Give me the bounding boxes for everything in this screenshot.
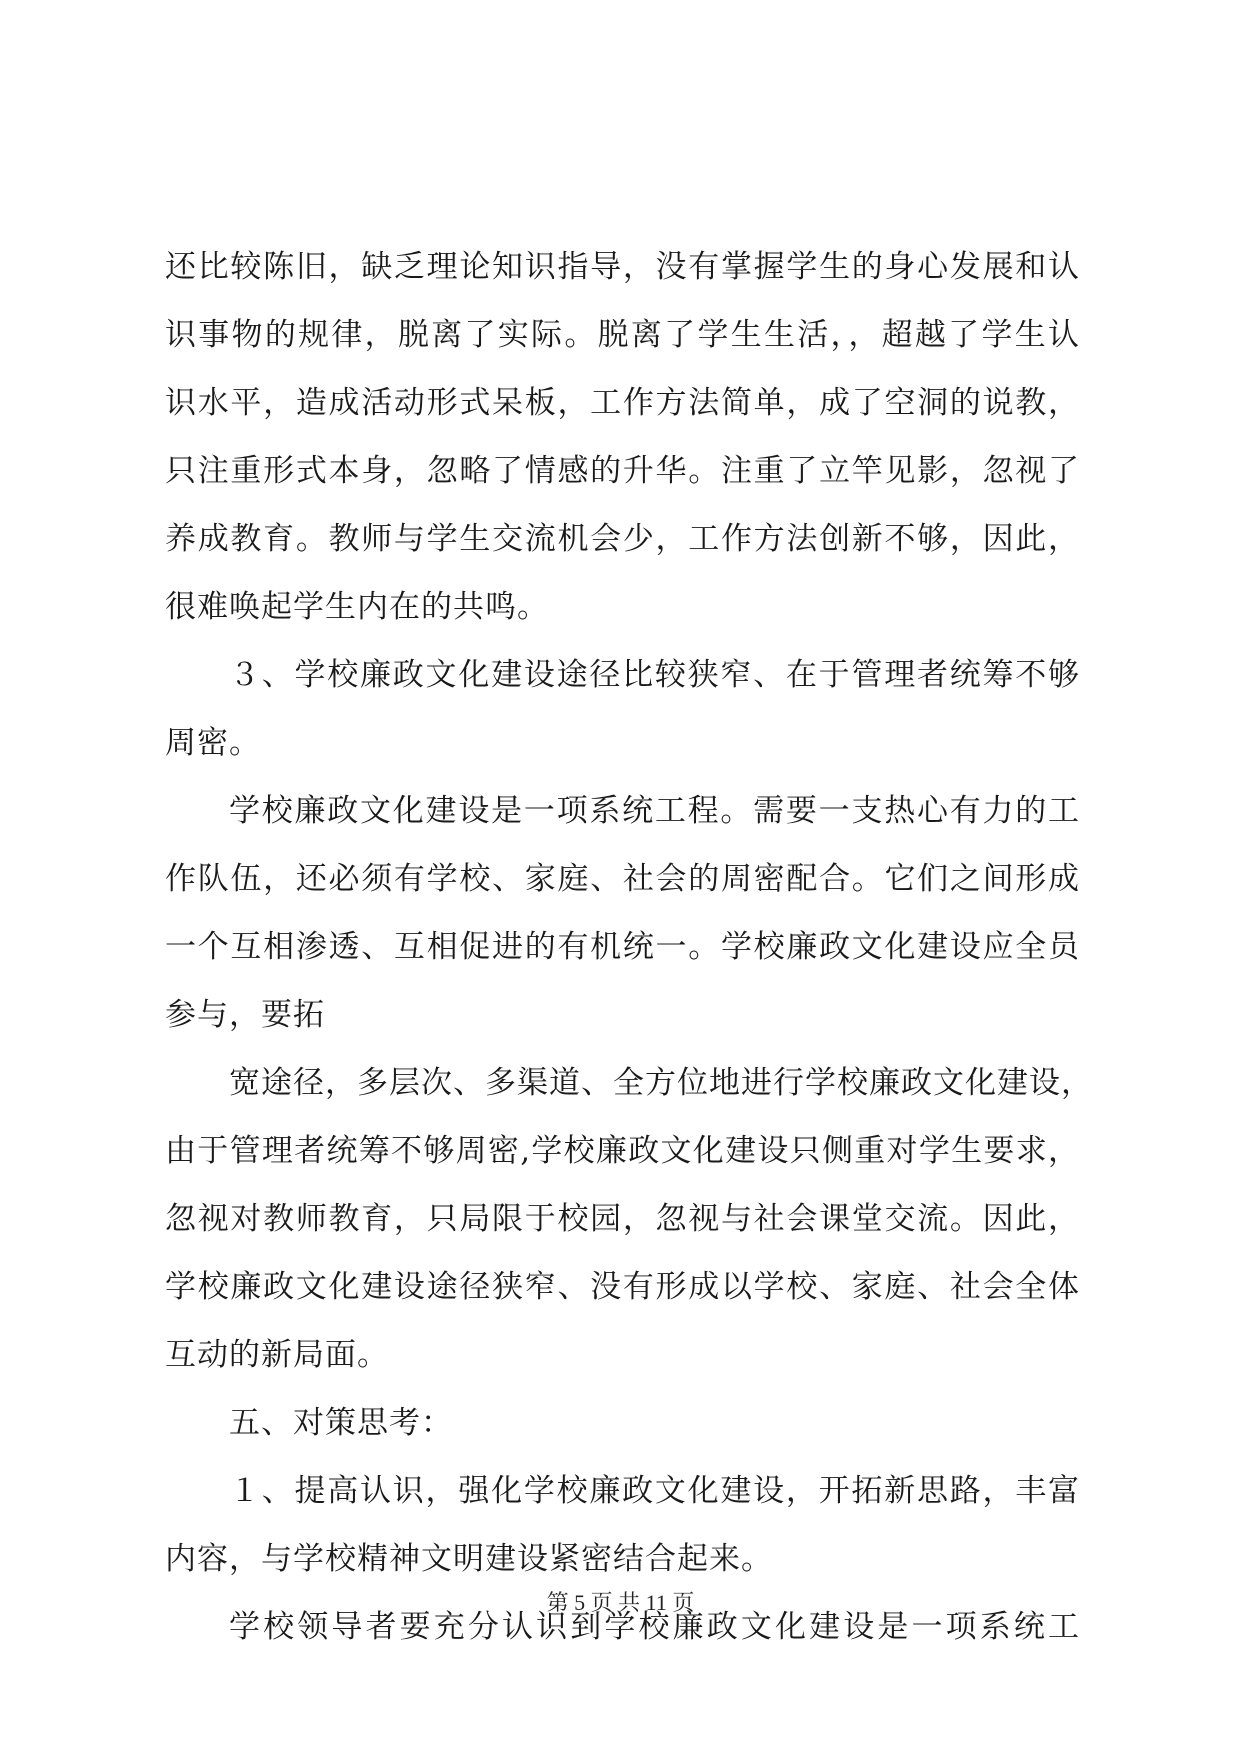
- text-line: 学校廉政文化建设途径狭窄、没有形成以学校、家庭、社会全体: [165, 1269, 1080, 1305]
- text-line: 参与，要拓: [165, 997, 325, 1033]
- text-line: 只注重形式本身，忽略了情感的升华。注重了立竿见影，忽视了: [165, 453, 1080, 489]
- text-line: 内容，与学校精神文明建设紧密结合起来。: [165, 1541, 773, 1577]
- text-line: 识水平，造成活动形式呆板，工作方法简单，成了空洞的说教，: [165, 385, 1080, 421]
- text-line: 学校廉政文化建设是一项系统工程。需要一支热心有力的工: [229, 793, 1080, 829]
- section-heading: 五、对策思考：: [229, 1405, 453, 1441]
- text-line: 一个互相渗透、互相促进的有机统一。学校廉政文化建设应全员: [165, 929, 1080, 965]
- text-line: 由于管理者统筹不够周密,学校廉政文化建设只侧重对学生要求，: [165, 1133, 1080, 1169]
- text-line: 很难唤起学生内在的共鸣。: [165, 589, 549, 625]
- text-line: 学校领导者要充分认识到学校廉政文化建设是一项系统工: [229, 1609, 1080, 1645]
- text-line: 周密。: [165, 725, 261, 761]
- section-heading: １、提高认识，强化学校廉政文化建设，开拓新思路，丰富: [229, 1473, 1080, 1509]
- text-line: 互动的新局面。: [165, 1337, 389, 1373]
- text-line: 宽途径，多层次、多渠道、全方位地进行学校廉政文化建设，: [229, 1065, 1093, 1101]
- text-line: 还比较陈旧，缺乏理论知识指导，没有掌握学生的身心发展和认: [165, 249, 1080, 285]
- document-body: [165, 233, 1093, 1661]
- page-number-footer: 第 5 页 共 11 页: [546, 1590, 695, 1615]
- text-line: 忽视对教师教育，只局限于校园，忽视与社会课堂交流。因此，: [165, 1201, 1080, 1237]
- text-line: 作队伍，还必须有学校、家庭、社会的周密配合。它们之间形成: [165, 861, 1080, 897]
- text-line: 识事物的规律，脱离了实际。脱离了学生生活，，超越了学生认: [165, 317, 1080, 353]
- section-heading: ３、学校廉政文化建设途径比较狭窄、在于管理者统筹不够: [229, 657, 1080, 693]
- text-line: 养成教育。教师与学生交流机会少，工作方法创新不够，因此，: [165, 521, 1080, 557]
